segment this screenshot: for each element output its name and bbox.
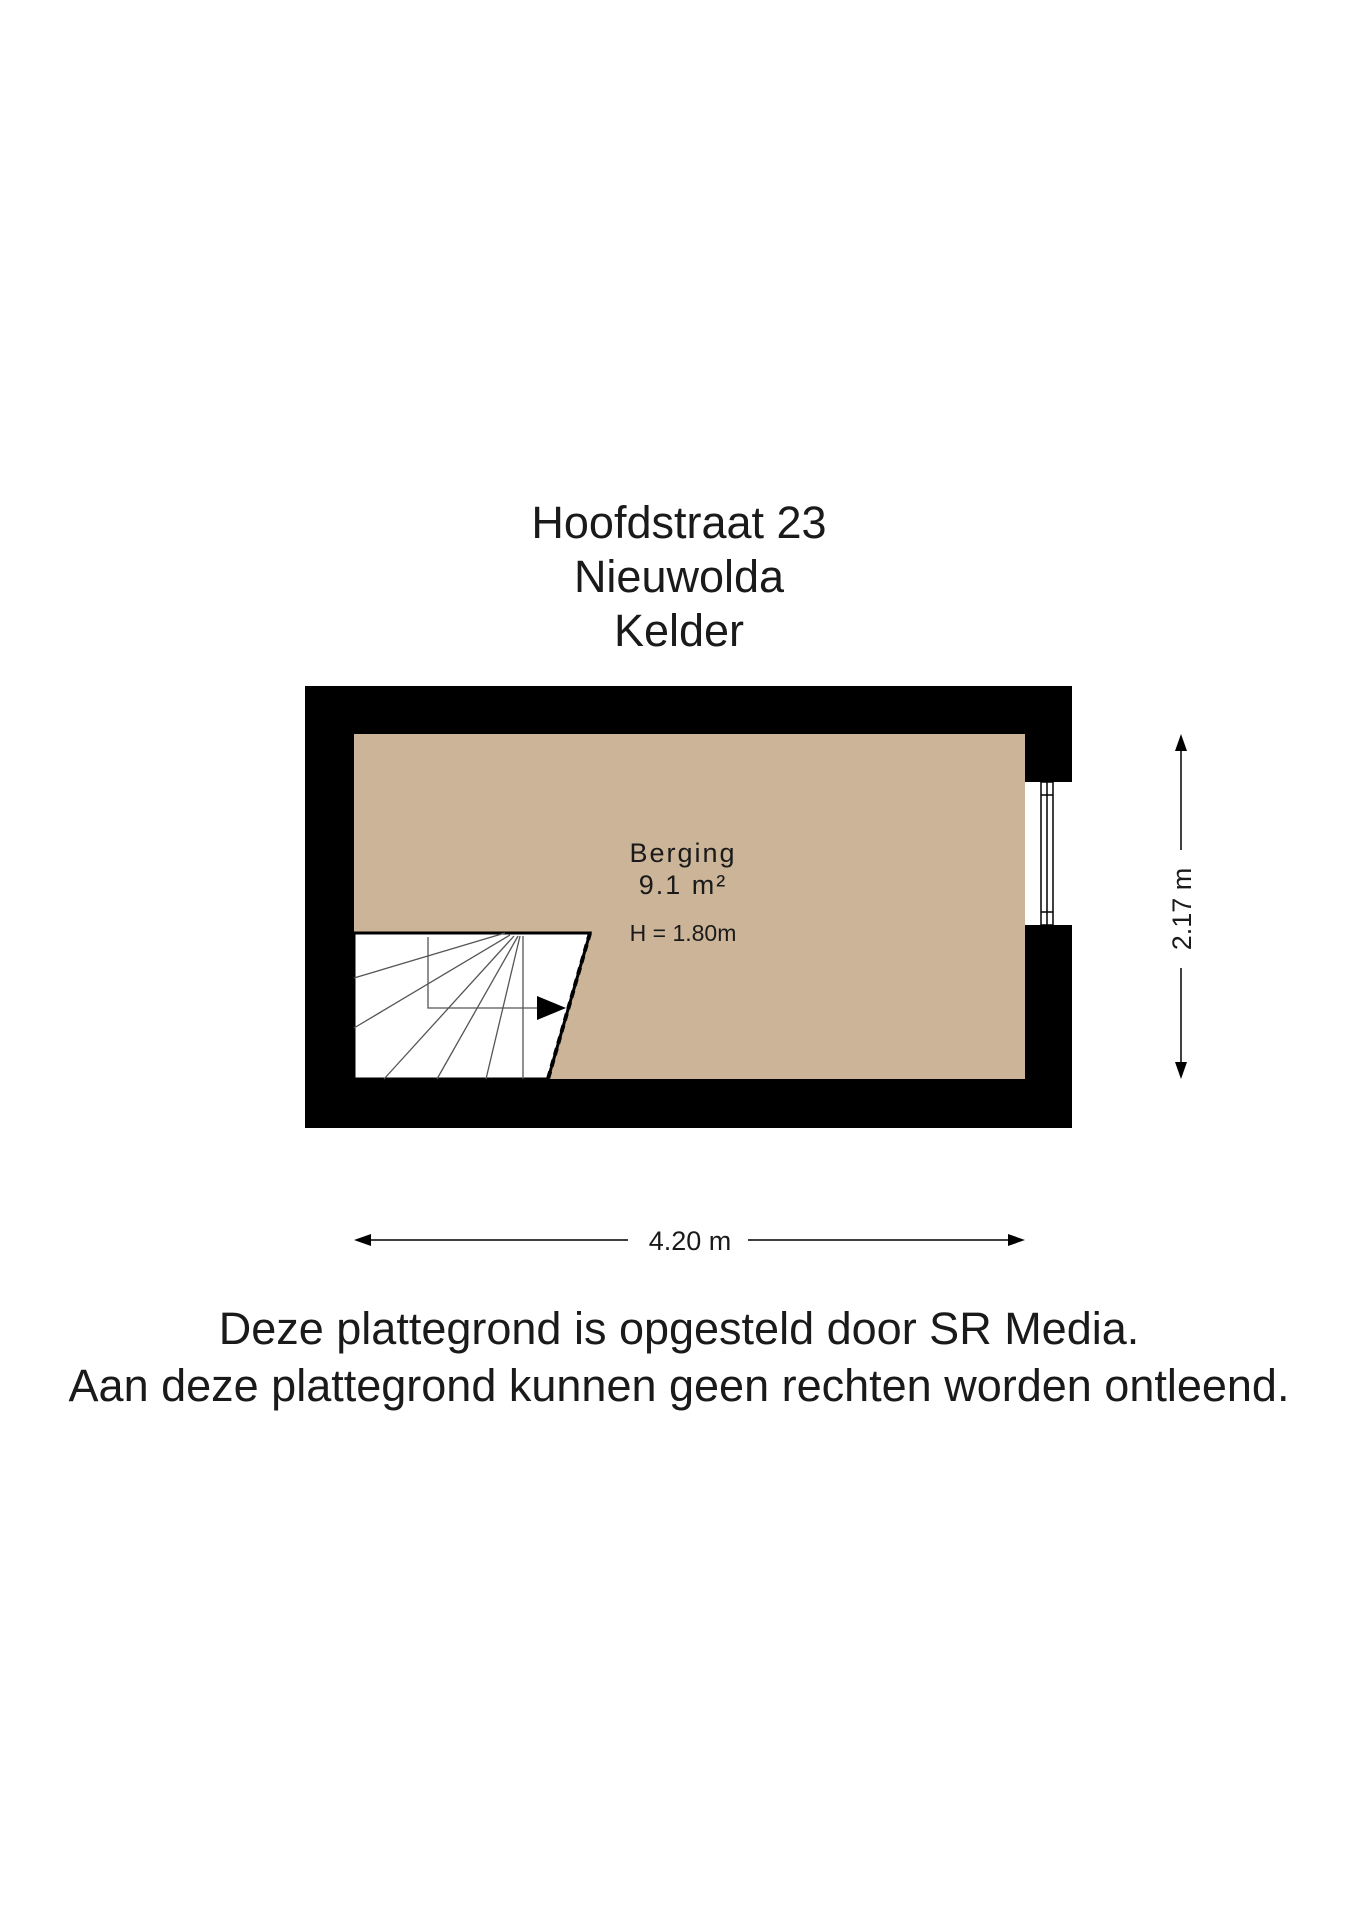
depth-label: 2.17 m <box>1167 867 1197 951</box>
room-height: H = 1.80m <box>629 920 737 946</box>
disclaimer-line-1: Deze plattegrond is opgesteld door SR Media. <box>218 1303 1140 1354</box>
address-line: Hoofdstraat 23 <box>531 497 827 548</box>
depth-arrow-bottom <box>1175 1062 1187 1079</box>
staircase <box>354 933 590 1079</box>
disclaimer <box>0 1300 1358 1414</box>
window <box>1041 782 1053 925</box>
depth-arrow-top <box>1175 734 1187 751</box>
width-arrow-left <box>354 1234 371 1246</box>
room-area: 9.1 m² <box>638 870 728 900</box>
floor-line: Kelder <box>613 605 745 656</box>
city-line: Nieuwolda <box>573 551 785 602</box>
room-name: Berging <box>629 838 737 868</box>
width-label: 4.20 m <box>648 1226 732 1256</box>
disclaimer-line-2: Aan deze plattegrond kunnen geen rechten worden ontleend. <box>68 1360 1290 1411</box>
width-arrow-right <box>1008 1234 1025 1246</box>
